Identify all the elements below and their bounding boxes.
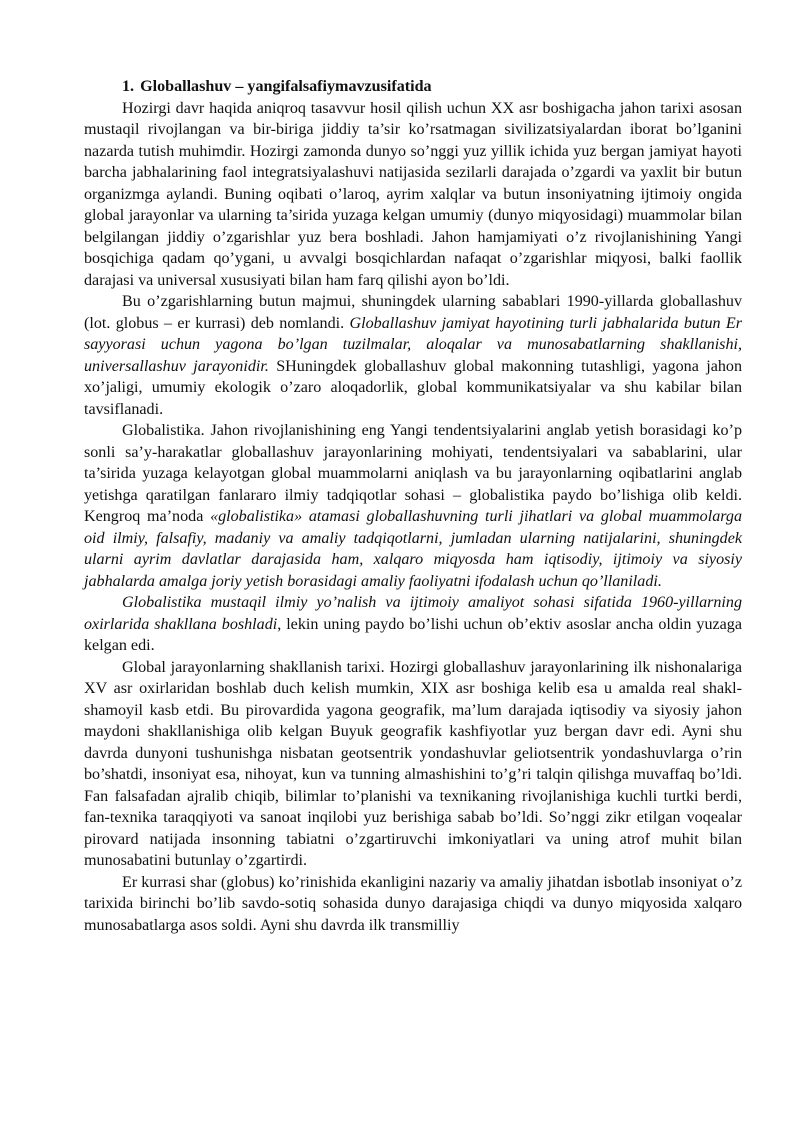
section-number: 1. [122, 78, 135, 95]
section-title: Globallashuv – yangifalsafiymavzusifatida [140, 78, 432, 95]
document-page [84, 76, 742, 936]
paragraph-globalistics-origin [84, 592, 742, 657]
paragraph-text: , lekin uning paydo bo’lishi uchun ob’ektiv asoslar ancha oldin yuzaga kelgan edi. [84, 615, 743, 654]
section-heading [84, 76, 742, 98]
paragraph-history: Global jarayonlarning shakllanish tarixi. Hozirgi globallashuv jarayonlarining ilk nishonalariga XV asr oxirlaridan boshlab duch kelish mumkin, XIX asr boshiga kelib esa u amalda real shakl-shamoyil kasb etdi. Bu pirovardida yagona geografik, ma’lum darajada iqtisodiy va siyosiy jahon maydoni shakllanishiga olib kelgan Buyuk geografik kashfiyotlar yuz bergan davr edi. Ayni shu davrda dunyoni tushunishga nisbatan geotsentrik yondashuvlar geliotsentrik yondashuvlarga o’rin bo’shatdi, insoniyat esa, nihoyat, kun va tunning almashishini to’g’ri talqin qilishga muvaffaq bo’ldi. Fan falsafadan ajralib chiqib, bilimlar to’planishi va texnikaning rivojlanishiga kuchli turtki berdi, fan-texnika taraqqiyoti va sanoat inqilobi yuz berishiga sabab bo’ldi. So’nggi zikr etilgan voqealar pirovard natijada insonning tabiatni o’zgartiruvchi imkoniyatlari va uning atrof muhit bilan munosabatini butunlay o’zgartirdi. [84, 658, 742, 869]
paragraph-globe: Er kurrasi shar (globus) ko’rinishida ekanligini nazariy va amaliy jihatdan isbotlab insoniyat o’z tarixida birinchi bo’lib savdo-sotiq sohasida dunyo darajasiga chiqdi va dunyo miqyosida xalqaro munosabatlarga asos soldi. Ayni shu davrda ilk transmilliy [84, 873, 742, 934]
paragraph-text: SHuningdek globallashuv global makonning tutashligi, yagona jahon xo’jaligi, umumiy ekologik o’zaro aloqadorlik, global kommunikatsiyalar va shu kabilar bilan tavsiflanadi. [84, 357, 742, 418]
paragraph-text: Bu o’zgarishlarning butun majmui, shuningdek ularning sabablari 1990-yillarda globallashuv (lot. globus – er kurrasi) deb nomlandi. [84, 293, 742, 332]
paragraph-globalization-definition [84, 291, 742, 420]
paragraph-globalistics [84, 420, 742, 592]
origin-italic: Globalistika mustaqil ilmiy yo’nalish va ijtimoiy amaliyot sohasi sifatida 1960-yillarning oxirlarida shakllana boshladi [84, 594, 742, 633]
globalistics-definition-italic: «globalistika» atamasi globallashuvning turli jihatlari va global muammolarga oid ilmiy, falsafiy, madaniy va amaliy tadqiqotlarni, jumladan ularning natijalarini, shuningdek ularni ayrim davlatlar darajasida ham, xalqaro miqyosda ham iqtisodiy, ijtimoiy va siyosiy jabhalarda amalga joriy yetish borasidagi amaliy faoliyatni ifodalash uchun qo’llaniladi. [84, 508, 742, 590]
paragraph-intro: Hozirgi davr haqida aniqroq tasavvur hosil qilish uchun XX asr boshigacha jahon tarixi asosan mustaqil rivojlangan va bir-biriga jiddiy ta’sir ko’rsatmagan sivilizatsiyalardan iborat bo’lganini nazarda tutish muhimdir. Hozirgi zamonda dunyo so’nggi yuz yillik ichida yuz bergan jamiyat hayoti barcha jabhalarining faol integratsiyalashuvi natijasida sezilarli darajada o’zgardi va yaxlit bir butun organizmga aylandi. Buning oqibati o’laroq, ayrim xalqlar va butun insoniyatning ijtimoiy ongida global jarayonlar va ularning ta’sirida yuzaga kelgan umumiy (dunyo miqyosidagi) muammolar bilan belgilangan jiddiy o’zgarishlar yuz bera boshladi. Jahon hamjamiyati o’z rivojlanishining Yangi bosqichiga qadam qo’ygani, u avvalgi bosqichlardan nafaqat o’zgarishlar miqyosi, balki faollik darajasi va universal xususiyati bilan ham farq qilishi ayon bo’ldi. [84, 99, 742, 289]
definition-italic: Globallashuv jamiyat hayotining turli jabhalarida butun Er sayyorasi uchun yagona bo’lgan tuzilmalar, aloqalar va munosabatlarning shakllanishi, universallashuv jarayonidir. [84, 314, 742, 375]
paragraph-text: Globalistika. Jahon rivojlanishining eng Yangi tendentsiyalarini anglab yetish borasidagi ko’p sonli sa’y-harakatlar globallashuv jarayonlarining mohiyati, tendentsiyalari va sabablarini, ular ta’sirida yuzaga kelayotgan global muammolarni aniqlash va bu jarayonlarning oqibatlarini anglab yetishga qaratilgan fanlararo ilmiy tadqiqotlar sohasi – globalistika paydo bo’lishiga olib keldi. Kengroq ma’noda [84, 422, 742, 525]
